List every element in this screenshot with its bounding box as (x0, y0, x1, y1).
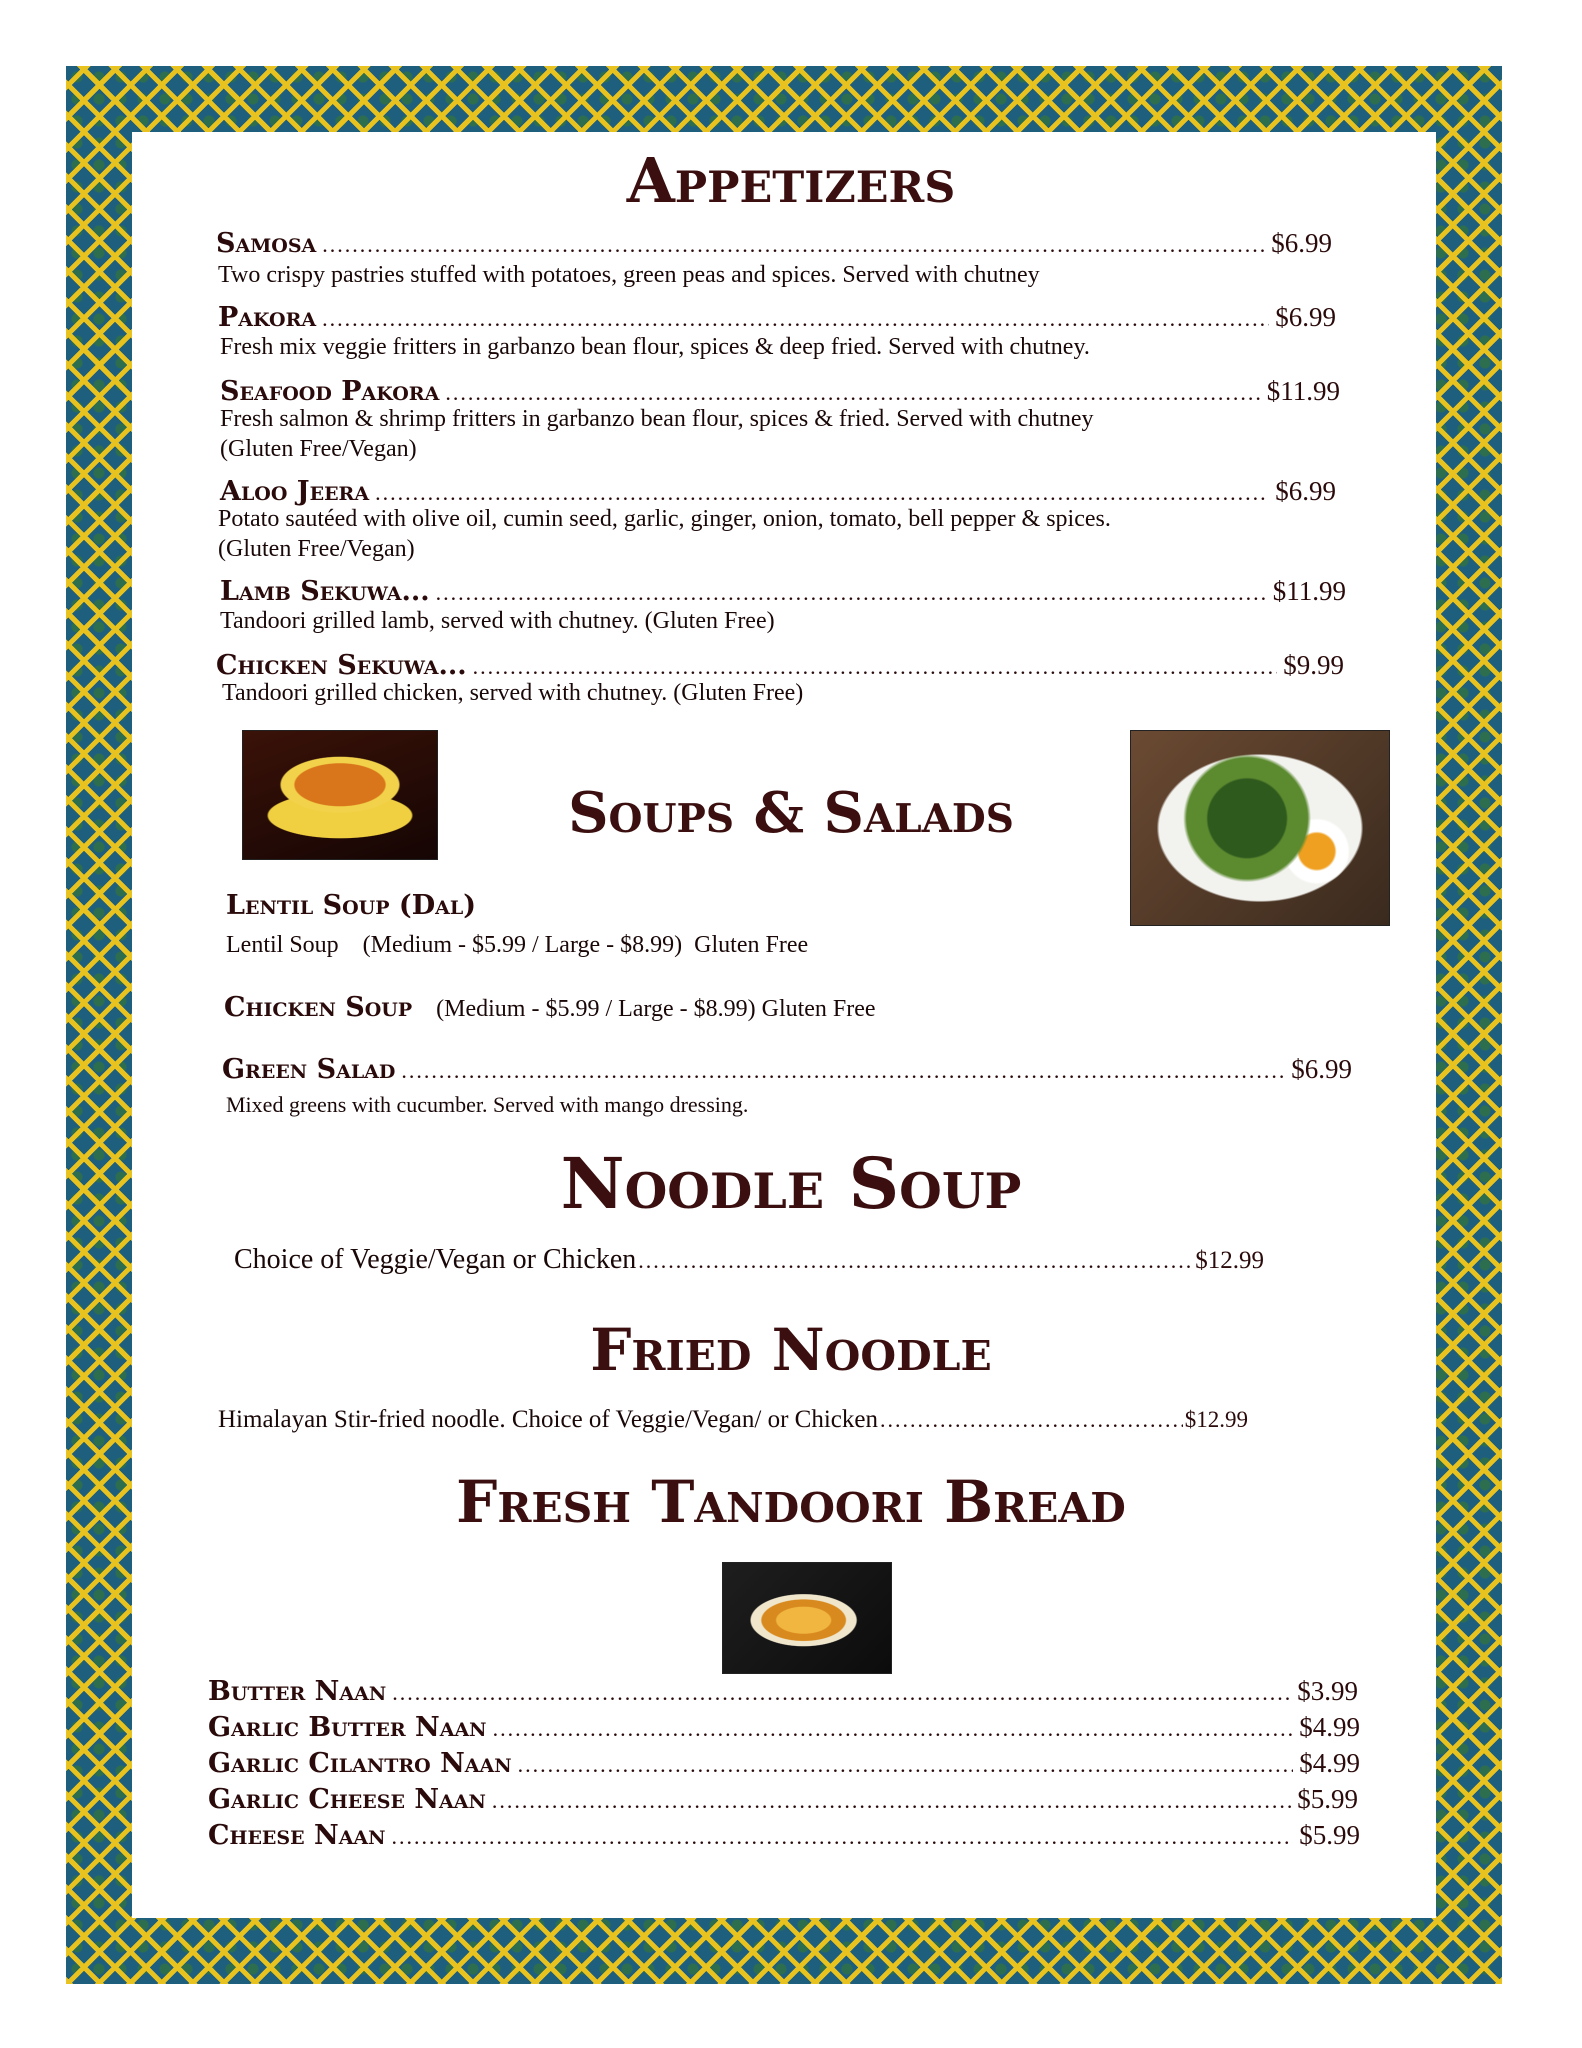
menu-item-samosa (216, 228, 1332, 259)
item-name: Butter Naan (208, 1676, 387, 1707)
item-price: $12.99 (1184, 1407, 1248, 1432)
item-name: Lentil Soup (Dal) (226, 890, 476, 921)
menu-item-green-salad (222, 1054, 1352, 1085)
menu-item-pakora (218, 302, 1336, 333)
menu-item-seafood-pakora (220, 376, 1340, 407)
item-price: $6.99 (1275, 302, 1336, 332)
leader-dots (638, 1248, 1193, 1274)
item-name: Pakora (218, 302, 317, 333)
item-name: Chicken Sekuwa... (216, 650, 467, 681)
item-price: $9.99 (1283, 650, 1344, 680)
soups-salads-heading: Soups & Salads (568, 780, 1014, 846)
leader-dots (392, 1824, 1294, 1850)
item-description-note: (Gluten Free/Vegan) (218, 536, 415, 562)
item-description: Fresh mix veggie fritters in garbanzo bean flour, spices & deep fried. Served with chutney. (220, 334, 1090, 360)
leader-dots (880, 1407, 1183, 1433)
item-price: $11.99 (1266, 376, 1340, 406)
item-name: Seafood Pakora (220, 376, 440, 407)
appetizers-heading: Appetizers (626, 144, 956, 217)
item-price: $12.99 (1195, 1247, 1264, 1274)
item-name: Garlic Cheese Naan (208, 1784, 486, 1815)
noodle-soup-heading: Noodle Soup (560, 1142, 1022, 1225)
item-description: Tandoori grilled chicken, served with chutney. (Gluten Free) (222, 680, 804, 706)
item-name: Cheese Naan (208, 1820, 386, 1851)
menu-item-lamb-sekuwa (220, 576, 1346, 607)
item-name: Aloo Jeera (220, 476, 370, 507)
item-price: $3.99 (1297, 1676, 1358, 1706)
item-price: $4.99 (1299, 1748, 1360, 1778)
menu-item-noodle-soup (234, 1244, 1264, 1276)
item-description-note: (Gluten Free/Vegan) (220, 436, 417, 462)
naan-photo (722, 1562, 892, 1674)
leader-dots (322, 306, 1269, 332)
item-description: Fresh salmon & shrimp fritters in garbanzo bean flour, spices & fried. Served with chutney (220, 406, 1094, 432)
item-name: Garlic Cilantro Naan (208, 1748, 512, 1779)
item-name: Green Salad (222, 1054, 396, 1085)
item-price: $4.99 (1299, 1712, 1360, 1742)
lentil-soup-prices: Lentil Soup (Medium - $5.99 / Large - $8.99) Gluten Free (226, 932, 809, 958)
leader-dots (436, 580, 1267, 606)
leader-dots (401, 1058, 1285, 1084)
leader-dots (473, 654, 1278, 680)
tandoori-bread-heading: Fresh Tandoori Bread (456, 1468, 1126, 1536)
item-name: Samosa (216, 228, 317, 259)
menu-item-garlic-butter-naan (208, 1712, 1360, 1743)
item-price: $6.99 (1271, 228, 1332, 258)
item-price: $6.99 (1291, 1054, 1352, 1084)
item-text: Himalayan Stir-fried noodle. Choice of Veggie/Vegan/ or Chicken (218, 1406, 878, 1433)
leader-dots (518, 1752, 1294, 1778)
item-description: Tandoori grilled lamb, served with chutney. (Gluten Free) (220, 608, 775, 634)
fried-noodle-heading: Fried Noodle (590, 1316, 992, 1384)
item-description: Potato sautéed with olive oil, cumin seed, garlic, ginger, onion, tomato, bell pepper & spices. (218, 506, 1111, 532)
leader-dots (445, 380, 1260, 406)
menu-item-chicken-sekuwa (216, 650, 1344, 681)
item-price: $6.99 (1275, 476, 1336, 506)
menu-item-aloo-jeera (220, 476, 1336, 507)
leader-dots (392, 1680, 1291, 1706)
item-price: $5.99 (1299, 1820, 1360, 1850)
chicken-soup-prices: (Medium - $5.99 / Large - $8.99) Gluten Free (436, 996, 876, 1022)
leader-dots (492, 1788, 1291, 1814)
item-name: Chicken Soup (224, 992, 413, 1023)
menu-item-garlic-cheese-naan (208, 1784, 1358, 1815)
menu-item-cheese-naan (208, 1820, 1360, 1851)
item-text: Choice of Veggie/Vegan or Chicken (234, 1244, 637, 1275)
item-price: $11.99 (1272, 576, 1346, 606)
item-name: Garlic Butter Naan (208, 1712, 487, 1743)
item-description: Two crispy pastries stuffed with potatoes, green peas and spices. Served with chutney (218, 262, 1040, 288)
menu-item-garlic-cilantro-naan (208, 1748, 1360, 1779)
menu-item-chicken-soup (224, 992, 876, 1023)
leader-dots (375, 480, 1269, 506)
menu-item-fried-noodle (218, 1406, 1248, 1434)
item-name: Lamb Sekuwa... (220, 576, 430, 607)
item-description: Mixed greens with cucumber. Served with mango dressing. (226, 1092, 749, 1117)
menu-item-lentil-soup (226, 890, 476, 921)
leader-dots (493, 1716, 1294, 1742)
leader-dots (322, 232, 1265, 258)
menu-item-butter-naan (208, 1676, 1358, 1707)
item-price: $5.99 (1297, 1784, 1358, 1814)
